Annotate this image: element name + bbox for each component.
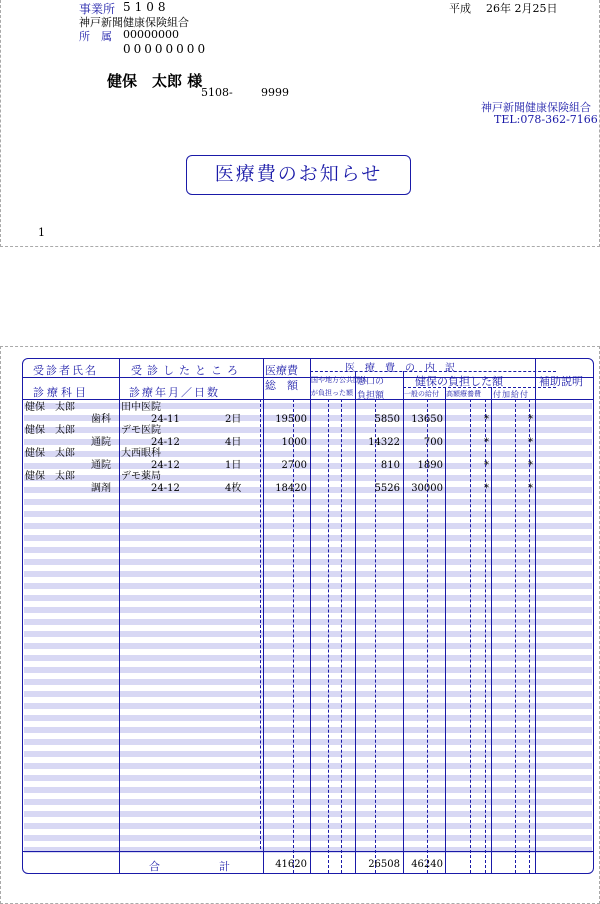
dept-code: 00000000 (123, 28, 179, 41)
row-extra: * (528, 483, 533, 494)
row-stripe (24, 775, 592, 781)
row-stripe (24, 583, 592, 589)
header-window-a: 窓口の (357, 377, 385, 387)
row-stripe (24, 715, 592, 721)
header-extra: 付加給付 (493, 390, 529, 399)
row-total: 19500 (275, 414, 307, 425)
row-stripe (24, 655, 592, 661)
row-total: 18420 (275, 483, 307, 494)
row-general: 13650 (411, 414, 443, 425)
header-total-a: 医療費 (265, 364, 298, 377)
col-line-public-b (341, 399, 342, 873)
header-public-a: 国や地方公共団体 (311, 376, 367, 384)
row-extra: * (528, 437, 533, 448)
row-extra: * (528, 414, 533, 425)
header-insurance: 健保の負担した額 (415, 375, 503, 388)
row-stripe (24, 739, 592, 745)
row-place: デモ医院 (121, 425, 161, 436)
row-department: 歯科 (91, 414, 111, 425)
row-stripe (24, 835, 592, 841)
row-stripe (24, 763, 592, 769)
row-stripe (24, 523, 592, 529)
row-general: 1890 (417, 460, 443, 471)
row-high: * (484, 437, 489, 448)
recipient-name: 健保 太郎 様 (107, 72, 203, 90)
row-stripe (24, 607, 592, 613)
row-general: 700 (423, 437, 443, 448)
row-patient: 健保 太郎 (25, 471, 75, 482)
row-stripe (24, 811, 592, 817)
row-ym: 24-11 (151, 414, 180, 425)
row-stripe (24, 571, 592, 577)
row-days: 4枚 (225, 483, 242, 494)
header-breakdown: 医 療 費 の 内 訳 (345, 363, 455, 374)
row-stripe (24, 547, 592, 553)
row-stripe (24, 631, 592, 637)
col-line-days (260, 399, 261, 849)
row-stripe (24, 787, 592, 793)
row-stripe (24, 511, 592, 517)
office-label: 事業所 (79, 2, 116, 16)
notice-sheet (0, 0, 600, 247)
row-stripe (24, 691, 592, 697)
header-period: 診療年月／日数 (129, 386, 220, 399)
row-window: 810 (380, 460, 400, 471)
row-general: 30000 (411, 483, 443, 494)
row-high: * (484, 460, 489, 471)
row-place: 田中医院 (121, 402, 161, 413)
header-patient: 受診者氏名 (33, 364, 98, 377)
postal-code-b: 9999 (261, 86, 289, 99)
row-stripe (24, 643, 592, 649)
page-number: 1 (38, 226, 45, 239)
medical-expense-table (22, 358, 594, 874)
row-stripe (24, 823, 592, 829)
col-line-public-a (328, 399, 329, 873)
row-stripe (24, 475, 592, 481)
row-ym: 24-12 (151, 437, 180, 448)
union-name: 神戸新聞健康保険組合 (79, 16, 189, 29)
row-stripe (24, 499, 592, 505)
row-place: デモ薬局 (121, 471, 161, 482)
row-stripe (24, 559, 592, 565)
row-days: 4日 (225, 437, 242, 448)
row-extra: * (528, 460, 533, 471)
row-stripe (24, 679, 592, 685)
row-total: 1000 (281, 437, 307, 448)
row-days: 2日 (225, 414, 242, 425)
dept-label: 所 属 (79, 30, 112, 43)
postal-code-a: 5108- (201, 86, 233, 99)
row-patient: 健保 太郎 (25, 425, 75, 436)
row-stripe (24, 427, 592, 433)
header-total-b: 総 額 (265, 379, 298, 392)
row-stripe (24, 799, 592, 805)
footer-general: 46240 (411, 859, 443, 870)
footer-total: 41620 (275, 859, 307, 870)
row-stripe (24, 751, 592, 757)
row-patient: 健保 太郎 (25, 402, 75, 413)
row-department: 調剤 (91, 483, 111, 494)
col-line-place (119, 359, 120, 873)
header-rule-1 (23, 377, 593, 378)
footer-window: 26508 (368, 859, 400, 870)
row-window: 14322 (368, 437, 400, 448)
row-department: 通院 (91, 437, 111, 448)
issue-date: 26年 2月25日 (486, 2, 558, 15)
col-line-public (310, 359, 311, 873)
row-ym: 24-12 (151, 460, 180, 471)
row-window: 5526 (374, 483, 400, 494)
member-code: 00000000 (123, 42, 209, 56)
sender-name: 神戸新聞健康保険組合 (481, 101, 591, 114)
notice-title: 医療費のお知らせ (186, 155, 411, 195)
header-general: 一般の給付 (404, 390, 439, 398)
row-window: 5850 (374, 414, 400, 425)
col-line-note (535, 359, 536, 873)
header-note: 補助説明 (539, 375, 583, 388)
header-high-cost: 高額療養費 (446, 390, 481, 398)
date-era: 平成 (449, 2, 471, 15)
row-stripe (24, 535, 592, 541)
row-stripe (24, 619, 592, 625)
row-high: * (484, 414, 489, 425)
row-stripe (24, 667, 592, 673)
row-patient: 健保 太郎 (25, 448, 75, 459)
header-public-b: が負担った額 (311, 389, 353, 397)
row-department: 通院 (91, 460, 111, 471)
office-number: 5108 (123, 0, 170, 14)
row-stripe (24, 595, 592, 601)
header-place: 受診したところ (131, 364, 243, 377)
row-stripe (24, 727, 592, 733)
row-ym: 24-12 (151, 483, 180, 494)
row-place: 大西眼科 (121, 448, 161, 459)
row-high: * (484, 483, 489, 494)
header-department: 診療科目 (33, 386, 89, 399)
row-total: 2700 (281, 460, 307, 471)
footer-label-b: 計 (219, 860, 230, 873)
row-stripe (24, 451, 592, 457)
footer-rule (23, 851, 593, 852)
row-days: 1日 (225, 460, 242, 471)
row-stripe (24, 703, 592, 709)
row-stripe (24, 403, 592, 409)
row-stripe (24, 847, 592, 853)
header-window-b: 負担額 (357, 391, 385, 401)
sender-tel: TEL:078-362-7166 (494, 113, 598, 126)
footer-label-a: 合 (149, 860, 160, 873)
